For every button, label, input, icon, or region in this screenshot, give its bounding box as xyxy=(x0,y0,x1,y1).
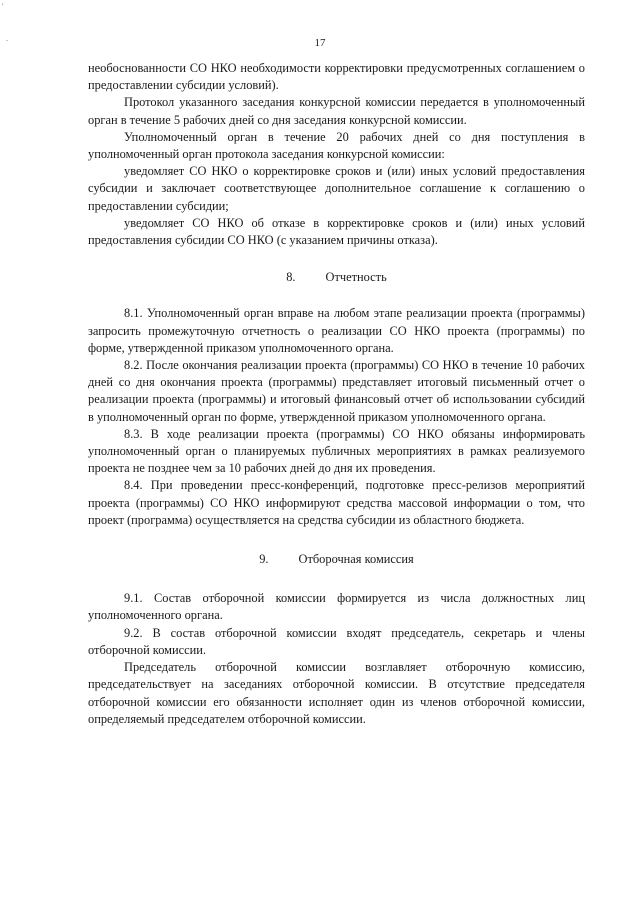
paragraph-9-1: 9.1. Состав отборочной комиссии формируется из числа должностных лиц уполномоченного органа. xyxy=(88,591,585,623)
paragraph-chairman: Председатель отборочной комиссии возглавляет отборочную комиссию, председательствует на заседаниях отборочной комиссии. В отсутствие председателя отборочной комиссии его обязанности исполняет один из членов отборочной комиссии, определяемый председателем отборочной комиссии. xyxy=(88,660,585,726)
section-number: 9. xyxy=(259,552,269,567)
paragraph-continuation: необоснованности СО НКО необходимости корректировки предусмотренных соглашением о предоставлении субсидии условий). xyxy=(88,61,585,93)
page-number: 17 xyxy=(314,37,326,49)
paragraph-8-4: 8.4. При проведении пресс-конференций, подготовке пресс-релизов мероприятий проекта (программы) СО НКО информируют средства массовой информации о том, что проект (программа) осуществляется на средства субсидии из областного бюджета. xyxy=(88,478,585,527)
section-title: Отборочная комиссия xyxy=(298,552,414,567)
paragraph-authorized-body: Уполномоченный орган в течение 20 рабочих дней со дня поступления в уполномоченный орган протокола заседания конкурсной комиссии: xyxy=(88,129,585,162)
document-body xyxy=(88,60,585,728)
paragraph-protocol: Протокол указанного заседания конкурсной комиссии передается в уполномоченный орган в течение 5 рабочих дней со дня заседания конкурсной комиссии. xyxy=(88,95,585,127)
paragraph-8-1: 8.1. Уполномоченный орган вправе на любом этапе реализации проекта (программы) запросить промежуточную отчетность о реализации СО НКО проекта (программы) по форме, утвержденной приказом уполномоченного органа. xyxy=(88,306,585,355)
section-number: 8. xyxy=(286,270,296,285)
section-heading-selection-commission xyxy=(88,551,585,568)
section-title: Отчетность xyxy=(325,270,387,285)
scan-mark-left: . xyxy=(6,34,8,43)
paragraph-notify-refusal: уведомляет СО НКО об отказе в корректировке сроков и (или) иных условий предоставления субсидии СО НКО (с указанием причины отказа). xyxy=(88,215,585,248)
paragraph-9-2: 9.2. В состав отборочной комиссии входят председатель, секретарь и члены отборочной комиссии. xyxy=(88,625,585,657)
scan-mark-top: ' xyxy=(2,2,4,11)
paragraph-8-3: 8.3. В ходе реализации проекта (программы) СО НКО обязаны информировать уполномоченный орган о планируемых публичных мероприятиях в рамках реализуемого проекта не позднее чем за 10 рабочих дней до дня их проведения. xyxy=(88,426,585,476)
paragraph-8-2: 8.2. После окончания реализации проекта (программы) СО НКО в течение 10 рабочих дней со дня окончания проекта (программы) представляет итоговый письменный отчет о реализации проекта (программы) и итоговый финансовый отчет об использовании субсидий в уполномоченный орган по форме, утвержденной приказом уполномоченного органа. xyxy=(88,358,585,424)
paragraph-notify-correction: уведомляет СО НКО о корректировке сроков и (или) иных условий предоставления субсидии и заключает соответствующее дополнительное соглашение к соглашению о предоставлении субсидии; xyxy=(88,164,585,213)
section-heading-reporting xyxy=(88,269,585,286)
